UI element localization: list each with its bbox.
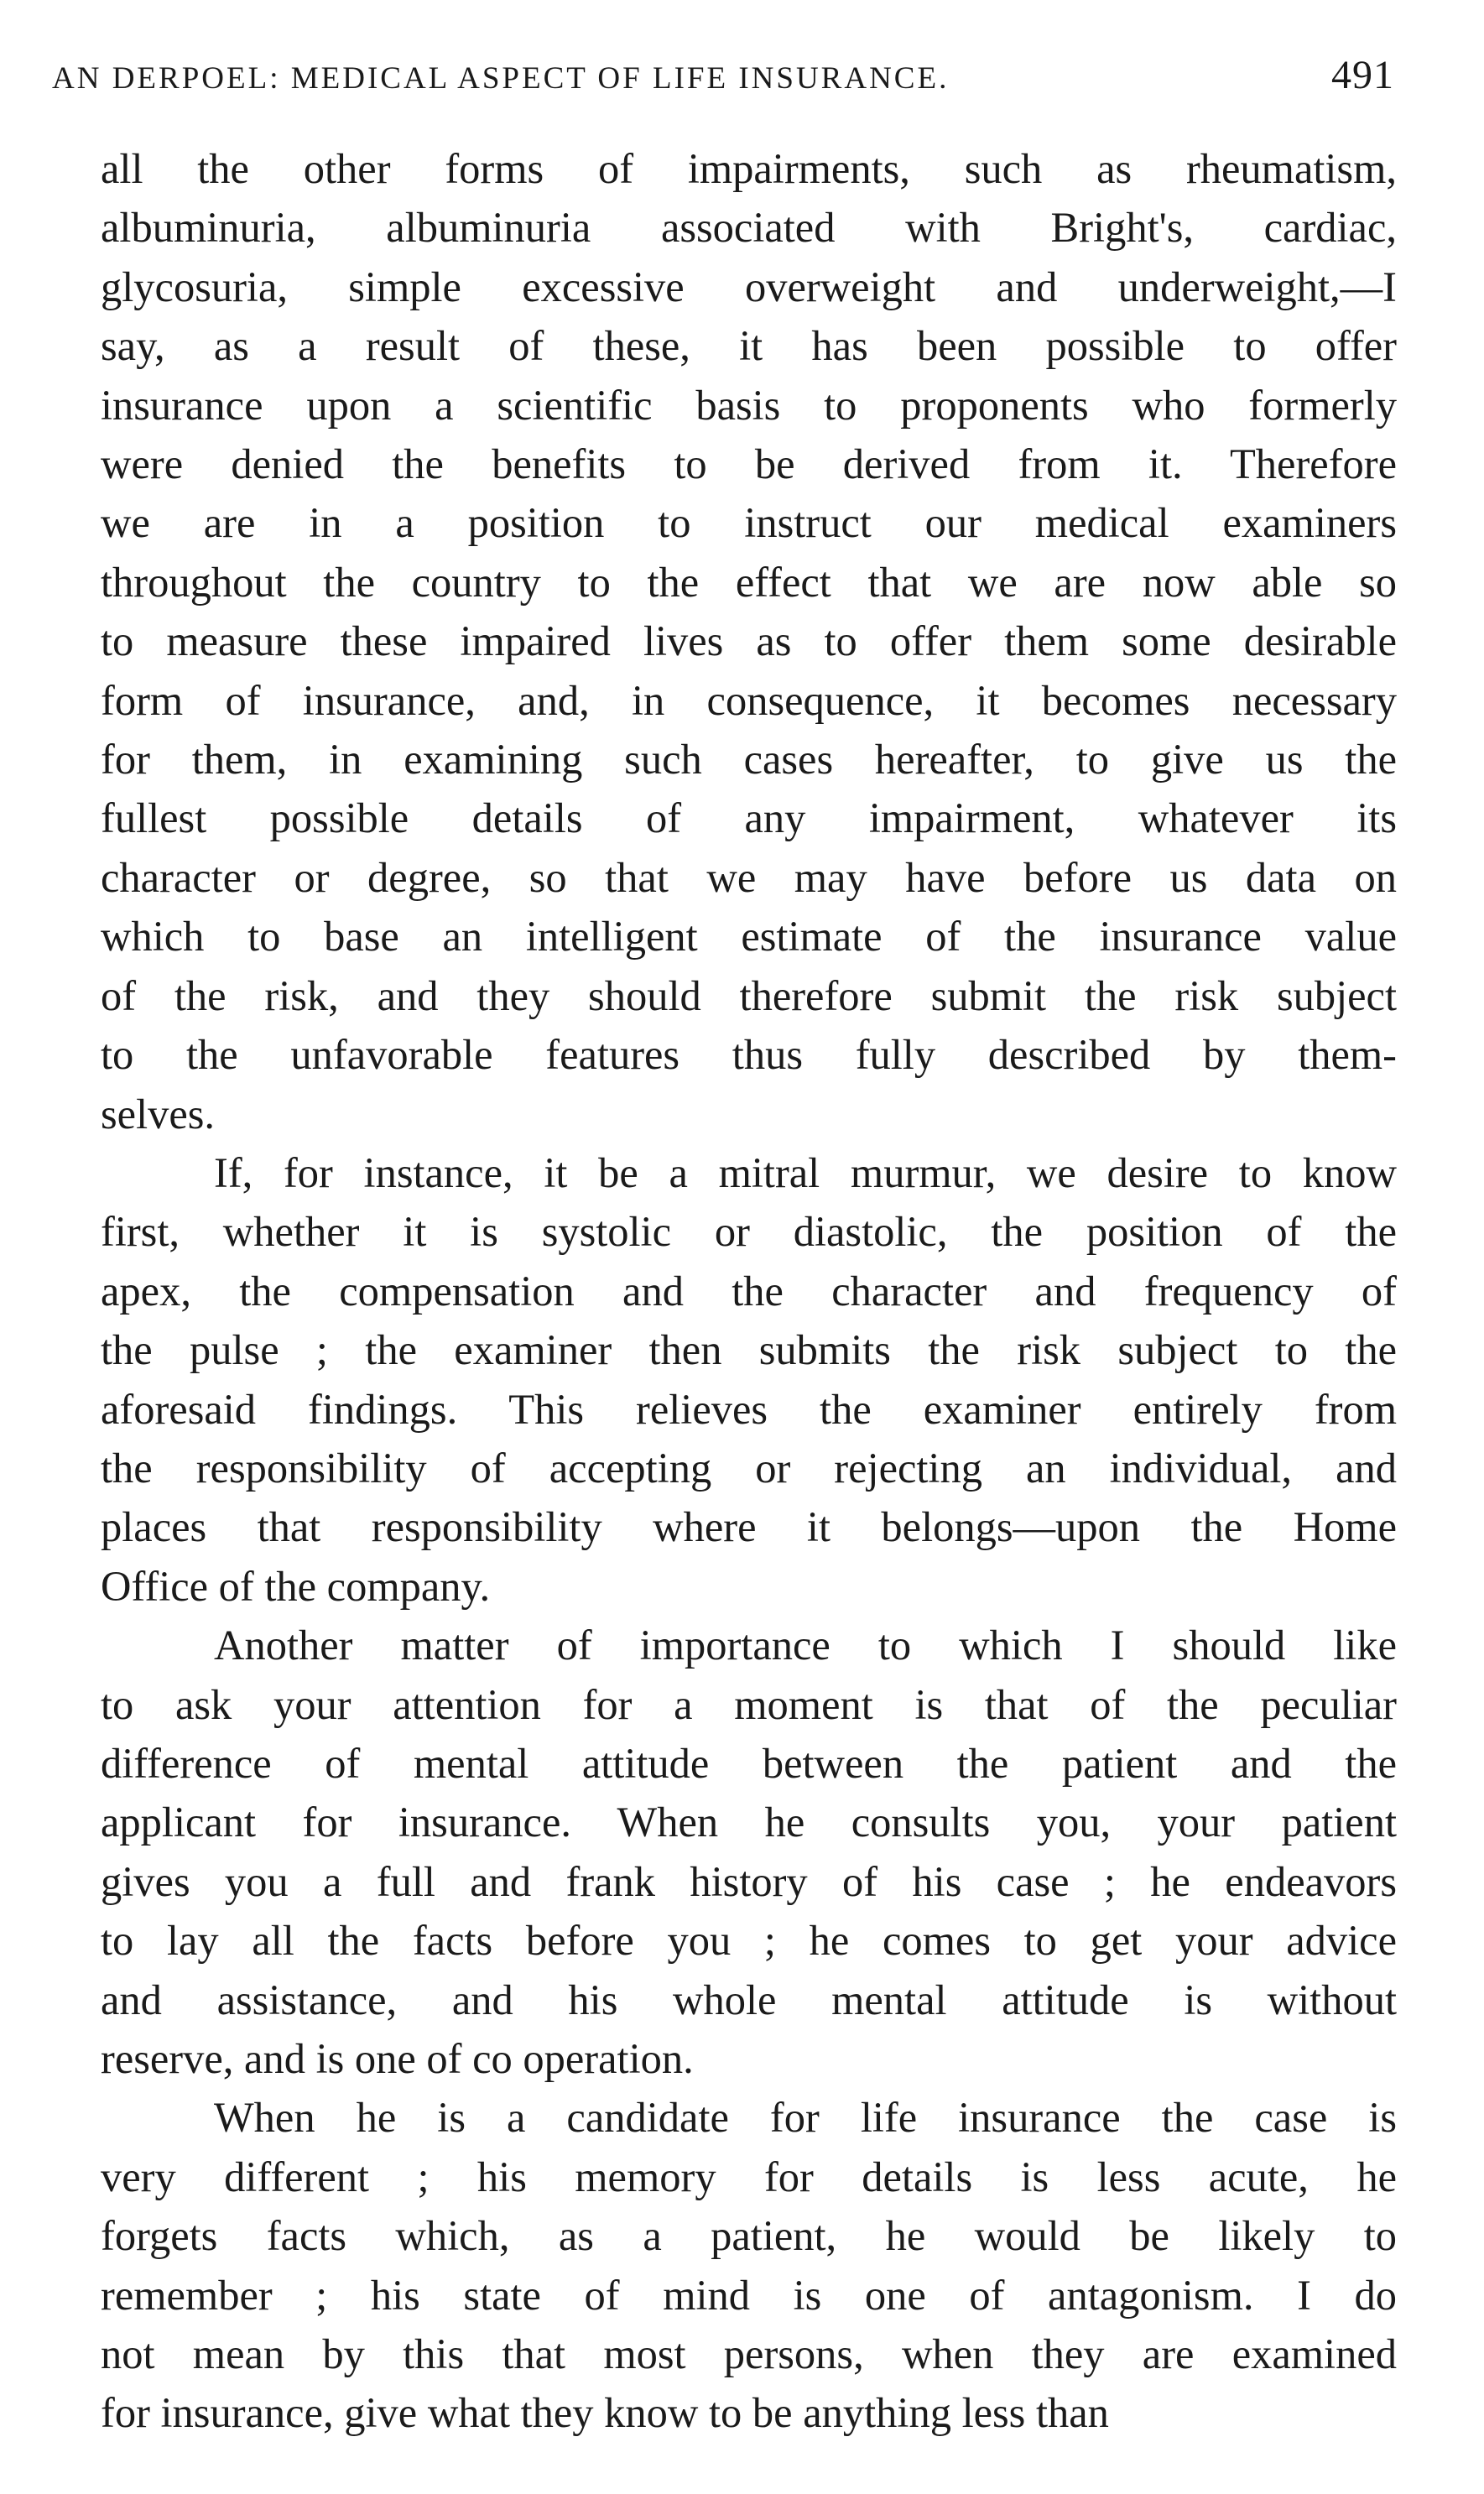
text-line: fullest possible details of any impairment, whatever its bbox=[101, 794, 1397, 842]
page-number: 491 bbox=[1331, 53, 1394, 97]
text-line: to the unfavorable features thus fully described by them- bbox=[101, 1031, 1397, 1079]
text-line: were denied the benefits to be derived from it. Therefore bbox=[101, 440, 1397, 488]
running-title: AN DERPOEL: MEDICAL ASPECT OF LIFE INSURANCE. bbox=[52, 61, 950, 96]
text-line: selves. bbox=[101, 1090, 216, 1138]
text-line: of the risk, and they should therefore submit the risk subject bbox=[101, 971, 1397, 1019]
text-line: not mean by this that most persons, when they are examined bbox=[101, 2330, 1397, 2378]
text-line: Office of the company. bbox=[101, 1562, 491, 1610]
text-line: for insurance, give what they know to be anything less than bbox=[101, 2389, 1109, 2437]
text-line: to ask your attention for a moment is that of the peculiar bbox=[101, 1680, 1397, 1728]
text-line: apex, the compensation and the character and frequency of bbox=[101, 1267, 1397, 1315]
text-line: say, as a result of these, it has been possible to offer bbox=[101, 322, 1397, 370]
text-line: and assistance, and his whole mental attitude is without bbox=[101, 1976, 1397, 2023]
text-line: albuminuria, albuminuria associated with Bright's, cardiac, bbox=[101, 204, 1397, 252]
text-line: gives you a full and frank history of his case ; he endeavors bbox=[101, 1857, 1397, 1905]
text-line: If, for instance, it be a mitral murmur, we desire to know bbox=[214, 1148, 1397, 1196]
text-line: applicant for insurance. When he consults you, your patient bbox=[101, 1799, 1397, 1846]
paragraph bbox=[101, 1143, 1397, 1616]
text-line: reserve, and is one of co operation. bbox=[101, 2035, 694, 2082]
text-line: forgets facts which, as a patient, he would be likely to bbox=[101, 2212, 1397, 2260]
text-line: insurance upon a scientific basis to proponents who formerly bbox=[101, 381, 1397, 429]
text-line: all the other forms of impairments, such as rheumatism, bbox=[101, 145, 1397, 192]
text-line: which to base an intelligent estimate of the insurance value bbox=[101, 913, 1397, 961]
text-line: very different ; his memory for details is less acute, he bbox=[101, 2153, 1397, 2200]
text-line: When he is a candidate for life insurance the case is bbox=[214, 2094, 1397, 2142]
text-line: remember ; his state of mind is one of antagonism. I do bbox=[101, 2271, 1397, 2319]
text-line: character or degree, so that we may have before us data on bbox=[101, 853, 1397, 901]
text-line: glycosuria, simple excessive overweight and underweight,—I bbox=[101, 263, 1397, 310]
text-line: places that responsibility where it belongs—upon the Home bbox=[101, 1503, 1397, 1551]
text-line: difference of mental attitude between the patient and the bbox=[101, 1739, 1397, 1787]
text-line: the pulse ; the examiner then submits the risk subject to the bbox=[101, 1326, 1397, 1374]
paragraph bbox=[101, 1616, 1397, 2088]
paragraph bbox=[101, 2088, 1397, 2442]
text-line: Another matter of importance to which I should like bbox=[214, 1622, 1397, 1669]
text-line: to measure these impaired lives as to offer them some desirable bbox=[101, 617, 1397, 665]
text-line: aforesaid findings. This relieves the examiner entirely from bbox=[101, 1385, 1397, 1433]
body-text bbox=[101, 139, 1397, 2443]
text-line: first, whether it is systolic or diastolic, the position of the bbox=[101, 1208, 1397, 1256]
text-line: to lay all the facts before you ; he comes to get your advice bbox=[101, 1917, 1397, 1965]
text-line: throughout the country to the effect that we are now able so bbox=[101, 558, 1397, 606]
text-line: for them, in examining such cases hereafter, to give us the bbox=[101, 736, 1397, 784]
text-line: form of insurance, and, in consequence, it becomes necessary bbox=[101, 676, 1397, 724]
running-head bbox=[52, 52, 1394, 98]
text-line: we are in a position to instruct our medical examiners bbox=[101, 499, 1397, 547]
text-line: the responsibility of accepting or rejecting an individual, and bbox=[101, 1444, 1397, 1492]
paragraph bbox=[101, 139, 1397, 1143]
